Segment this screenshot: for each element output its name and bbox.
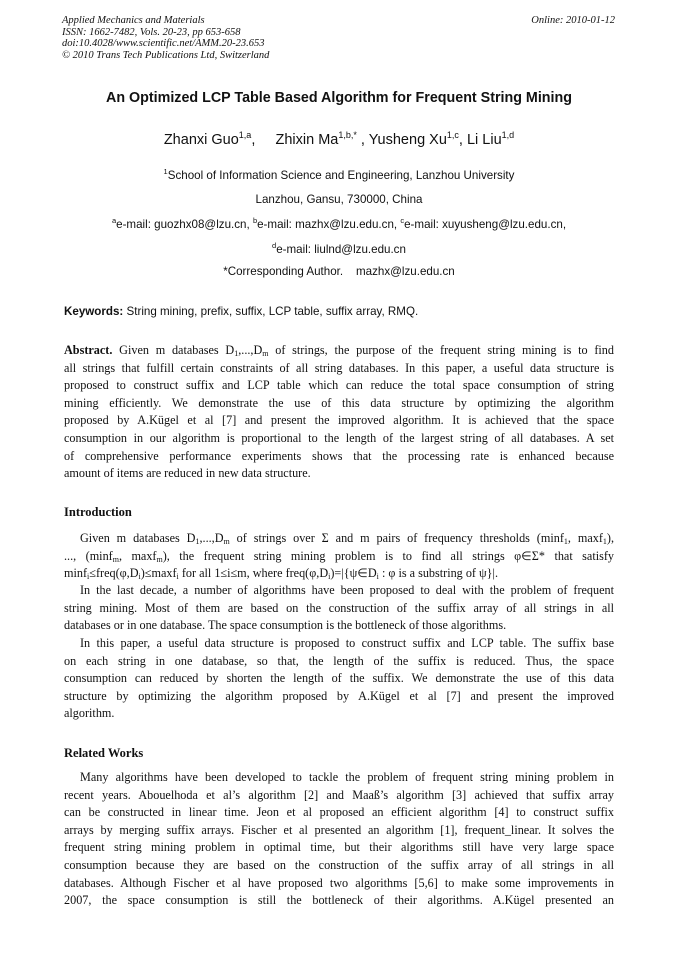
- author-name: Li Liu: [466, 131, 502, 148]
- email-c: xuyusheng@lzu.edu.cn,: [442, 217, 567, 231]
- email-b: mazhx@lzu.edu.cn: [295, 217, 394, 231]
- related-works-paragraph: [64, 769, 614, 910]
- keywords: [64, 305, 418, 318]
- affiliation-address: Lanzhou, Gansu, 730000, China: [255, 193, 423, 206]
- author-name: Zhixin Ma: [275, 131, 339, 148]
- abstract-line: proposed to construct suffix and LCP table which can reduce the total space consumption of string: [64, 378, 614, 393]
- section-heading-introduction: Introduction: [64, 505, 132, 519]
- abstract-line: mining efficiently. We demonstrate the use of this data structure by optimizing the algorithm: [64, 395, 614, 410]
- intro-line: string mining. Most of them are based on the construction of the suffix array of all strings in all: [64, 600, 614, 615]
- intro-paragraph-1: Given m databases $D_1,...,D_m$ of strings over Σ and m pairs of frequency thresholds (minf$_1$, maxf$_1$), ..., (minf$_m$, maxf$_m$), the frequent string mining problem is to find all strings φ∈Σ* that satisfy $\min f_i\le freq(\varphi,D_i)\le\max f_i$ for all 1≤i≤m, where $freq(\varphi,D_i)=|\{\psi\in D_i$ : φ is a substring of ψ}|.: [64, 531, 614, 582]
- related-line: arrays by merging suffix arrays. Fischer et al presented an algorithm [1], frequent_linear. It solves the: [64, 822, 614, 837]
- journal-header: [62, 15, 269, 61]
- email-d: liulnd@lzu.edu.cn: [314, 242, 406, 256]
- journal-name: Applied Mechanics and Materials: [62, 15, 205, 26]
- keywords-label: Keywords:: [64, 305, 124, 318]
- author-sup: 1,c: [446, 130, 459, 140]
- intro-line: In this paper, a useful data structure is proposed to construct suffix and LCP table. The suffix base: [80, 636, 614, 650]
- affiliation-line: $^1$School of Information Science and Engineering, Lanzhou University: [163, 167, 515, 182]
- online-date: Online: 2010-01-12: [531, 15, 615, 26]
- intro-paragraph-3: [64, 635, 614, 723]
- intro-line: In the last decade, a number of algorithms have been proposed to deal with the problem of frequent: [80, 583, 614, 597]
- related-line: can be constructed in linear time. Jeon et al proposed an efficient algorithm [4] to construct suffix: [64, 805, 614, 820]
- abstract-line: of comprehensive performance experiments shows that the processing rate is enhanced because: [64, 448, 614, 463]
- intro-line: algorithm.: [64, 706, 115, 721]
- intro-line: databases or in one database. The space consumption is the bottleneck of those algorithms.: [64, 618, 507, 633]
- abstract-first-line: Abstract. Given m databases $D_1,...,D_m$ of strings, the purpose of the frequent string mining is to find: [64, 343, 614, 358]
- intro-line: structure by optimizing the algorithm proposed by A.Kügel et al [7] and present the improved: [64, 688, 614, 703]
- related-line: recent years. Abouelhoda et al’s algorithm [2] and Maaß’s algorithm [3] achieved that suffix array: [64, 787, 614, 802]
- author-name: Zhanxi Guo: [163, 131, 239, 148]
- author-sup: 1,d: [501, 130, 515, 140]
- author-sup: 1,b,*: [338, 130, 357, 140]
- abstract: [64, 342, 614, 483]
- author-name: Yusheng Xu: [368, 131, 447, 148]
- intro-line: consumption can reduced by shorten the length of the suffix. We demonstrate the use of this data: [64, 671, 614, 686]
- abstract-line: proposed by A.Kügel et al [7] and present the improved algorithm. It is achieved that the space: [64, 413, 614, 428]
- related-line: Many algorithms have been developed to tackle the problem of frequent string mining problem in: [80, 770, 614, 784]
- author-sup: 1,a: [238, 130, 252, 140]
- corresponding-author: *Corresponding Author. mazhx@lzu.edu.cn: [223, 265, 455, 278]
- abstract-line: amount of items are reduced in new data structure.: [64, 466, 311, 481]
- email-line: $^a$e-mail: guozhx08@lzu.cn, $^b$e-mail: mazhx@lzu.edu.cn, $^c$e-mail: xuyusheng@lzu.edu.cn,: [111, 216, 567, 231]
- intro-paragraph-2: [64, 582, 614, 635]
- related-line: 2007, the space consumption is still the bottleneck of their algorithms. A.Kügel presented an: [64, 893, 614, 908]
- paper-title: An Optimized LCP Table Based Algorithm for Frequent String Mining: [106, 90, 572, 106]
- email-line-2: $^d$e-mail: liulnd@lzu.edu.cn: [272, 241, 406, 256]
- related-line: frequent string mining problem in optimal time, but their algorithms still have very large space: [64, 840, 614, 855]
- issn: ISSN: 1662-7482, Vols. 20-23, pp 653-658: [62, 26, 241, 38]
- intro-line: on each string in one database, so that, the length of the suffix is reduced. Thus, the space: [64, 653, 614, 668]
- related-line: consumption because they are based on the construction of the suffix array of all strings in all: [64, 857, 614, 872]
- author-list: Zhanxi Guo$^{1,a}$, Zhixin $Ma^{1,b,*}$ , Yusheng Xu$^{1,c}$, Li Liu$^{1,d}$: [163, 130, 515, 148]
- abstract-line: all strings that fulfill certain constraints of all string databases. In this paper, a useful data structure is: [64, 360, 614, 375]
- email-a: guozhx08@lzu.cn: [154, 217, 247, 231]
- abstract-label: Abstract.: [64, 343, 113, 357]
- keywords-text: String mining, prefix, suffix, LCP table, suffix array, RMQ.: [126, 305, 419, 318]
- section-heading-related-works: Related Works: [64, 746, 144, 760]
- doi: doi:10.4028/www.scientific.net/AMM.20-23.653: [62, 38, 265, 50]
- related-line: databases. Although Fischer et al have proposed two algorithms [5,6] to make some improvements in: [64, 875, 614, 890]
- copyright: © 2010 Trans Tech Publications Ltd, Switzerland: [62, 49, 270, 61]
- abstract-line: consumption in our algorithm is proportional to the length of the largest string of all databases. A set: [64, 430, 614, 445]
